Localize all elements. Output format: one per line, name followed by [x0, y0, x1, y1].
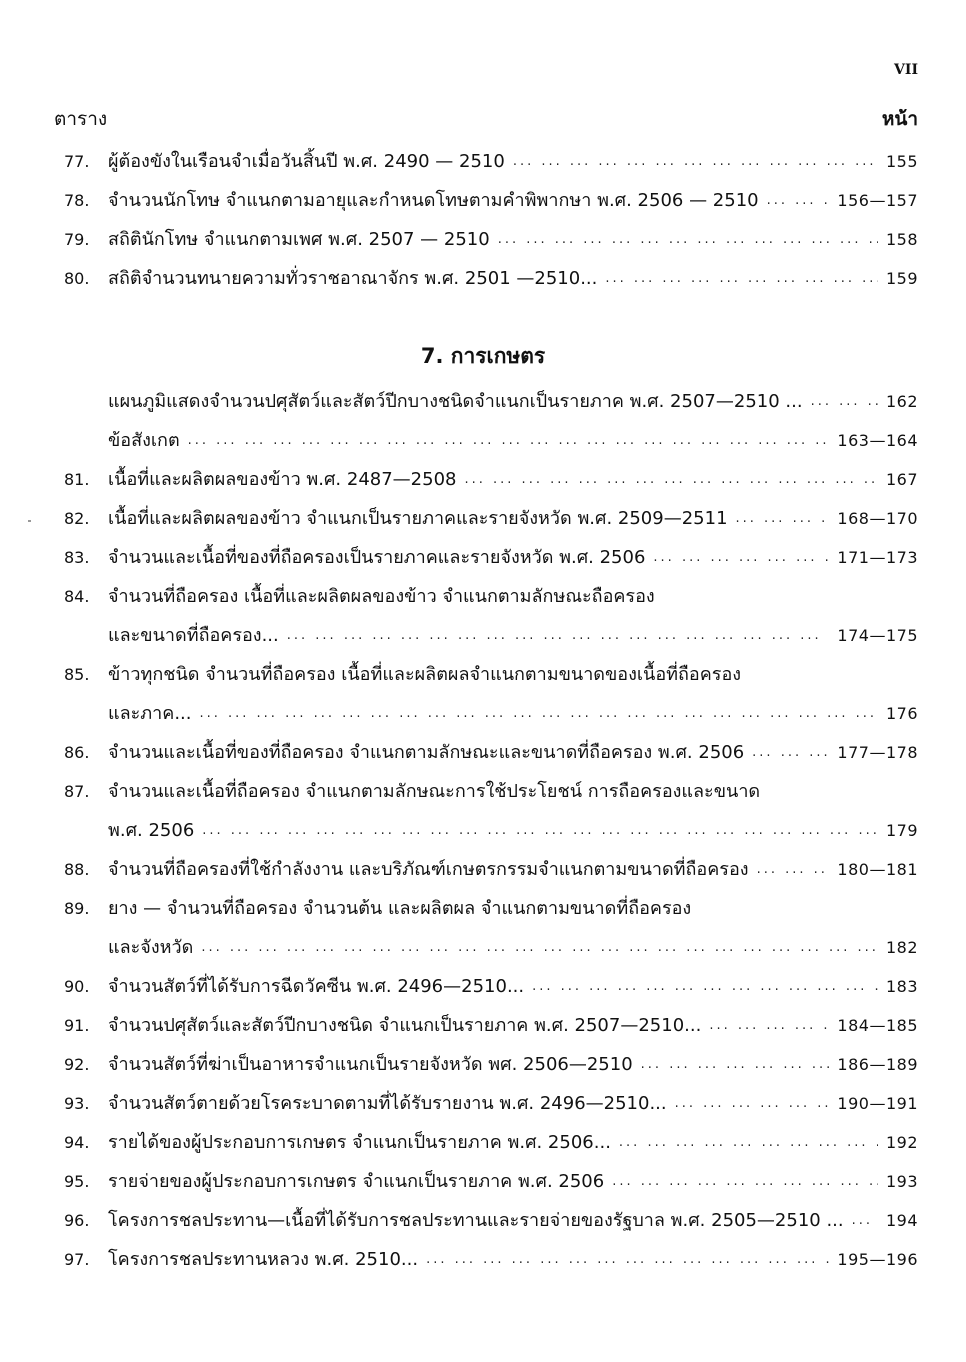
entry-title: จำนวนที่ถือครอง เนื้อที่และผลิตผลของข้าว จำแนกตามลักษณะถือครอง [108, 586, 655, 607]
entry-title: ยาง — จำนวนที่ถือครอง จำนวนต้น และผลิตผล จำแนกตามขนาดที่ถือครอง [108, 898, 692, 919]
toc-entry [64, 505, 918, 533]
toc-entry [108, 388, 918, 416]
entry-title: โครงการชลประทานหลวง พ.ศ. 2510... [108, 1249, 419, 1270]
toc-entry [64, 187, 918, 215]
entry-page: 193 [885, 1172, 918, 1191]
entry-number: 93. [64, 1094, 90, 1113]
entry-page: 190—191 [837, 1094, 918, 1113]
entry-page: 171—173 [837, 548, 918, 567]
entry-page: 162 [885, 392, 918, 411]
toc-entry [64, 856, 918, 884]
entry-title: รายจ่ายของผู้ประกอบการเกษตร จำแนกเป็นรายภาค พ.ศ. 2506 [108, 1171, 605, 1192]
entry-title: ข้อสังเกต [108, 430, 180, 451]
entry-title: จำนวนปศุสัตว์และสัตว์ปีกบางชนิด จำแนกเป็นรายภาค พ.ศ. 2507—2510... [108, 1015, 702, 1036]
dot-leader [612, 1168, 878, 1196]
toc-entry [64, 1246, 918, 1274]
toc-entry [108, 622, 918, 650]
margin-mark [28, 520, 31, 522]
toc-entry [108, 427, 918, 455]
entry-number: 81. [64, 470, 90, 489]
section-heading: 7. การเกษตร [420, 344, 546, 368]
entry-page: 176 [885, 704, 918, 723]
entry-page: 177—178 [837, 743, 918, 762]
column-header-table: ตาราง [54, 108, 108, 130]
entry-title: จำนวนที่ถือครองที่ใช้กำลังงาน และบริภัณฑ์เกษตรกรรมจำแนกตามขนาดที่ถือครอง [108, 859, 749, 880]
dot-leader [199, 700, 877, 728]
toc-entry [64, 973, 918, 1001]
dot-leader [852, 1207, 878, 1235]
toc-entry [64, 583, 918, 611]
entry-title: และจังหวัด [108, 937, 194, 958]
entry-page: 180—181 [837, 860, 918, 879]
entry-number: 96. [64, 1211, 90, 1230]
entry-number: 84. [64, 587, 90, 606]
entry-title: ผู้ต้องขังในเรือนจำเมื่อวันสิ้นปี พ.ศ. 2490 — 2510 [108, 151, 505, 172]
toc-entry [64, 1129, 918, 1157]
entry-title: จำนวนสัตว์ที่ฆ่าเป็นอาหารจำแนกเป็นรายจังหวัด พศ. 2506—2510 [108, 1054, 633, 1075]
entry-title: สถิติจำนวนทนายความทั่วราชอาณาจักร พ.ศ. 2501 —2510... [108, 268, 598, 289]
entry-page: 168—170 [837, 509, 918, 528]
entry-page: 174—175 [837, 626, 918, 645]
entry-title: สถิตินักโทษ จำแนกตามเพศ พ.ศ. 2507 — 2510 [108, 229, 490, 250]
entry-number: 85. [64, 665, 90, 684]
dot-leader [188, 427, 830, 455]
entry-number: 86. [64, 743, 90, 762]
entry-page: 167 [885, 470, 918, 489]
toc-entry [64, 739, 918, 767]
dot-leader [465, 466, 878, 494]
entry-number: 80. [64, 269, 90, 288]
column-header-page: หน้า [881, 108, 918, 130]
entry-page: 158 [885, 230, 918, 249]
entry-page: 159 [885, 269, 918, 288]
entry-number: 92. [64, 1055, 90, 1074]
page-number: VII [894, 62, 918, 78]
entry-number: 87. [64, 782, 90, 801]
entry-title: เนื้อที่และผลิตผลของข้าว จำแนกเป็นรายภาคและรายจังหวัด พ.ศ. 2509—2511 [108, 508, 728, 529]
toc-entry [64, 778, 918, 806]
toc-entry [64, 661, 918, 689]
dot-leader [767, 187, 830, 215]
toc-entry [108, 817, 918, 845]
dot-leader [498, 226, 878, 254]
dot-leader [426, 1246, 829, 1274]
entry-number: 91. [64, 1016, 90, 1035]
dot-leader [811, 388, 878, 416]
dot-leader [513, 148, 878, 176]
toc-entry [64, 265, 918, 293]
toc-entry [64, 148, 918, 176]
entry-title: รายได้ของผู้ประกอบการเกษตร จำแนกเป็นรายภาค พ.ศ. 2506... [108, 1132, 611, 1153]
entry-page: 183 [885, 977, 918, 996]
entry-number: 88. [64, 860, 90, 879]
dot-leader [201, 934, 878, 962]
entry-number: 95. [64, 1172, 90, 1191]
toc-entry [108, 700, 918, 728]
entry-title: โครงการชลประทาน—เนื้อที่ได้รับการชลประทานและรายจ่ายของรัฐบาล พ.ศ. 2505—2510 ... [108, 1210, 844, 1231]
dot-leader [675, 1090, 830, 1118]
entry-page: 186—189 [837, 1055, 918, 1074]
dot-leader [752, 739, 829, 767]
dot-leader [287, 622, 830, 650]
entry-title: จำนวนและเนื้อที่ถือครอง จำแนกตามลักษณะการใช้ประโยชน์ การถือครองและขนาด [108, 781, 761, 802]
dot-leader [605, 265, 878, 293]
toc-entry [64, 1090, 918, 1118]
entry-number: 78. [64, 191, 90, 210]
dot-leader [736, 505, 830, 533]
entry-page: 163—164 [837, 431, 918, 450]
dot-leader [709, 1012, 829, 1040]
toc-entry [64, 226, 918, 254]
toc-entry [64, 1051, 918, 1079]
entry-title: จำนวนสัตว์ที่ได้รับการฉีดวัคซีน พ.ศ. 2496—2510... [108, 976, 525, 997]
entry-page: 155 [885, 152, 918, 171]
entry-title: และภาค... [108, 703, 192, 724]
entry-title: จำนวนนักโทษ จำแนกตามอายุและกำหนดโทษตามคำพิพากษา พ.ศ. 2506 — 2510 [108, 190, 759, 211]
entry-number: 79. [64, 230, 90, 249]
entry-number: 83. [64, 548, 90, 567]
toc-entry [64, 1207, 918, 1235]
toc-entry [64, 466, 918, 494]
entry-title: แผนภูมิแสดงจำนวนปศุสัตว์และสัตว์ปีกบางชนิดจำแนกเป็นรายภาค พ.ศ. 2507—2510 ... [108, 391, 803, 412]
dot-leader [641, 1051, 830, 1079]
entry-page: 179 [885, 821, 918, 840]
entry-page: 156—157 [837, 191, 918, 210]
dot-leader [757, 856, 830, 884]
toc-entry [64, 1012, 918, 1040]
entry-page: 182 [885, 938, 918, 957]
entry-title: จำนวนและเนื้อที่ของที่ถือครองเป็นรายภาคและรายจังหวัด พ.ศ. 2506 [108, 547, 646, 568]
dot-leader [202, 817, 878, 845]
toc-entry [64, 1168, 918, 1196]
entry-page: 194 [885, 1211, 918, 1230]
entry-title: และขนาดที่ถือครอง... [108, 625, 279, 646]
entry-title: เนื้อที่และผลิตผลของข้าว พ.ศ. 2487—2508 [108, 469, 457, 490]
entry-title: พ.ศ. 2506 [108, 820, 195, 841]
dot-leader [532, 973, 878, 1001]
entry-number: 90. [64, 977, 90, 996]
toc-entry [64, 895, 918, 923]
entry-page: 184—185 [837, 1016, 918, 1035]
entry-title: จำนวนและเนื้อที่ของที่ถือครอง จำแนกตามลักษณะและขนาดที่ถือครอง พ.ศ. 2506 [108, 742, 745, 763]
entry-page: 192 [885, 1133, 918, 1152]
entry-page: 195—196 [837, 1250, 918, 1269]
entry-number: 82. [64, 509, 90, 528]
entry-number: 94. [64, 1133, 90, 1152]
entry-number: 89. [64, 899, 90, 918]
entry-title: จำนวนสัตว์ตายด้วยโรคระบาดตามที่ได้รับรายงาน พ.ศ. 2496—2510... [108, 1093, 667, 1114]
toc-entry [108, 934, 918, 962]
entry-number: 97. [64, 1250, 90, 1269]
entry-number: 77. [64, 152, 90, 171]
dot-leader [619, 1129, 878, 1157]
toc-entry [64, 544, 918, 572]
entry-title: ข้าวทุกชนิด จำนวนที่ถือครอง เนื้อที่และผลิตผลจำแนกตามขนาดของเนื้อที่ถือครอง [108, 664, 742, 685]
dot-leader [653, 544, 829, 572]
